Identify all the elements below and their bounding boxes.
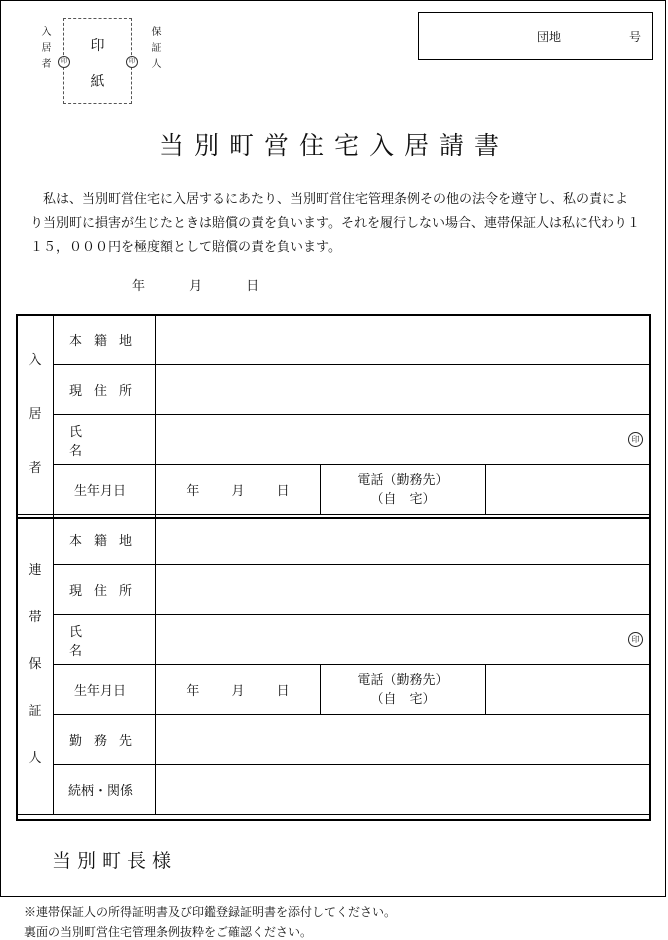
- guarantor-address-field[interactable]: [156, 565, 651, 615]
- note-2: 裏面の当別町営住宅管理条例抜粋をご確認ください。: [24, 925, 313, 939]
- guarantor-phone-field[interactable]: [486, 665, 651, 715]
- seal-icon: 印: [628, 632, 643, 647]
- resident-phone-label: 電話（勤務先） （自 宅）: [321, 465, 486, 515]
- guarantor-name-label: 氏名: [54, 615, 156, 665]
- guarantor-vertical-label: 保証人: [149, 26, 160, 74]
- seal-icon-left: 印: [58, 56, 70, 68]
- stamp-char-2: 紙: [90, 74, 105, 90]
- guarantor-birth-label: 生年月日: [54, 665, 156, 715]
- danchi-label: 団地: [537, 30, 562, 44]
- guarantor-address-label: 現住所: [54, 565, 156, 615]
- guarantor-relation-label: 続柄・関係: [54, 765, 156, 815]
- resident-name-label: 氏名: [54, 415, 156, 465]
- revenue-stamp-box: [63, 18, 132, 104]
- resident-honseki-label: 本籍地: [54, 315, 156, 365]
- resident-address-label: 現住所: [54, 365, 156, 415]
- note-1: ※連帯保証人の所得証明書及び印鑑登録証明書を添付してください。: [24, 905, 397, 919]
- resident-section-label: 入 居 者: [17, 315, 54, 515]
- resident-vertical-label: 入居者: [39, 26, 50, 74]
- addressee: 当別町長様: [52, 850, 178, 872]
- guarantor-workplace-label: 勤務先: [54, 715, 156, 765]
- resident-birth-field[interactable]: 年 月 日: [156, 465, 321, 515]
- guarantor-relation-field[interactable]: [156, 765, 651, 815]
- seal-icon-right: 印: [126, 56, 138, 68]
- guarantor-honseki-label: 本籍地: [54, 515, 156, 565]
- seal-icon: 印: [628, 432, 643, 447]
- resident-honseki-field[interactable]: [156, 315, 651, 365]
- housing-number-box[interactable]: [418, 12, 653, 60]
- guarantor-birth-field[interactable]: 年 月 日: [156, 665, 321, 715]
- entry-form-table: [16, 314, 651, 815]
- document-date[interactable]: 年 月 日: [132, 279, 260, 294]
- guarantor-phone-label: 電話（勤務先） （自 宅）: [321, 665, 486, 715]
- guarantor-workplace-field[interactable]: [156, 715, 651, 765]
- pledge-paragraph: 私は、当別町営住宅に入居するにあたり、当別町営住宅管理条例その他の法令を遵守し、私の責により当別町に損害が生じたときは賠償の責を負います。それを履行しない場合、連帯保証人は私に代わり１１５，０００円を極度額として賠償の責を負います。: [30, 192, 640, 255]
- guarantor-honseki-field[interactable]: [156, 515, 651, 565]
- resident-phone-field[interactable]: [486, 465, 651, 515]
- guarantor-name-field[interactable]: [156, 615, 651, 665]
- go-label: 号: [629, 30, 642, 44]
- stamp-char-1: 印: [90, 38, 105, 54]
- resident-name-field[interactable]: [156, 415, 651, 465]
- guarantor-section-label: 連 帯 保 証 人: [17, 515, 54, 815]
- resident-address-field[interactable]: [156, 365, 651, 415]
- document-title: 当別町営住宅入居請書: [158, 131, 509, 160]
- resident-birth-label: 生年月日: [54, 465, 156, 515]
